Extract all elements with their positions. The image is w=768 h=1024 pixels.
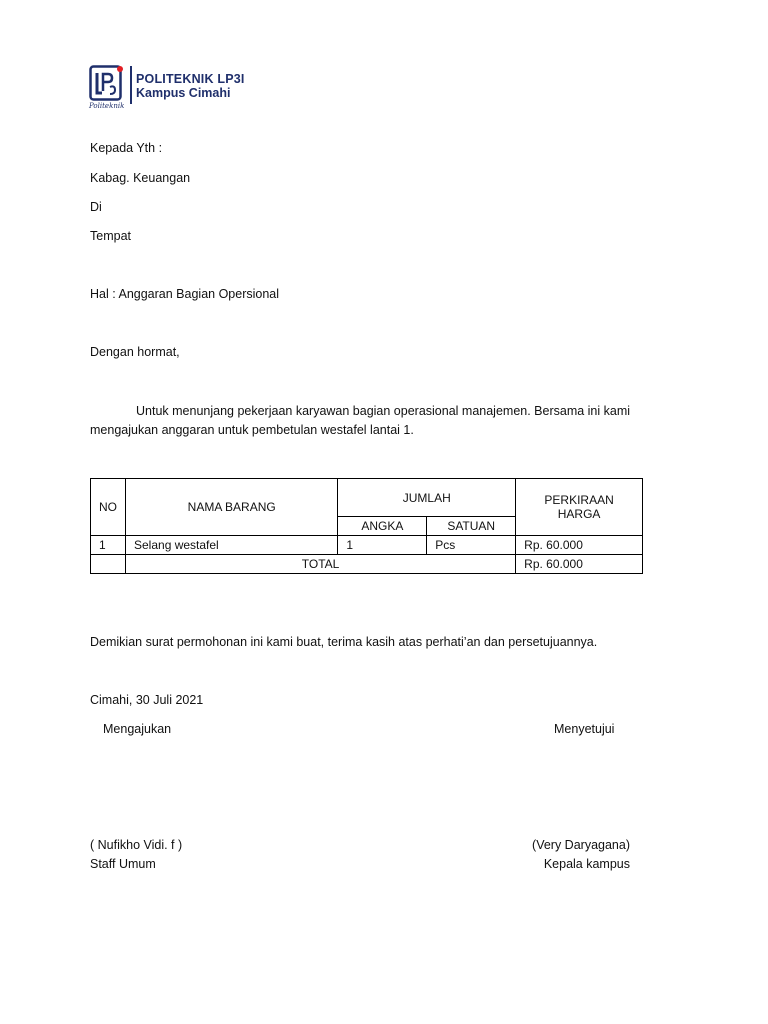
signature-left-title: Mengajukan bbox=[103, 722, 172, 736]
cell-quantity: 1 bbox=[338, 536, 427, 555]
cell-item-name: Selang westafel bbox=[126, 536, 338, 555]
body-line-2: mengajukan anggaran untuk pembetulan westafel lantai 1. bbox=[90, 423, 414, 437]
signature-right-title: Menyetujui bbox=[554, 722, 615, 736]
subject-line: Hal : Anggaran Bagian Opersional bbox=[90, 287, 280, 301]
header-estimated-price: PERKIRAAN HARGA bbox=[516, 479, 643, 536]
signature-right-name: (Very Daryagana) bbox=[532, 838, 630, 852]
cell-unit: Pcs bbox=[427, 536, 516, 555]
logo-institution-name: POLITEKNIK LP3I bbox=[136, 72, 245, 86]
lp3i-logo-icon bbox=[89, 65, 125, 101]
cell-total-empty bbox=[91, 555, 126, 574]
greeting: Dengan hormat, bbox=[90, 345, 180, 359]
logo-campus-name: Kampus Cimahi bbox=[136, 86, 231, 100]
cell-no: 1 bbox=[91, 536, 126, 555]
header-quantity-unit: SATUAN bbox=[427, 517, 516, 536]
signature-left-role: Staff Umum bbox=[90, 857, 156, 871]
letter-date: Cimahi, 30 Juli 2021 bbox=[90, 693, 204, 707]
closing-sentence: Demikian surat permohonan ini kami buat, terima kasih atas perhati’an dan persetujuannya. bbox=[90, 635, 598, 649]
signature-right-role: Kepala kampus bbox=[543, 857, 630, 871]
signature-left-name: ( Nufikho Vidi. f ) bbox=[90, 838, 183, 852]
body-line-1: Untuk menunjang pekerjaan karyawan bagian operasional manajemen. Bersama ini kami bbox=[136, 404, 631, 418]
logo-script-text: Politeknik bbox=[89, 102, 125, 110]
header-quantity-number: ANGKA bbox=[338, 517, 427, 536]
body-paragraph bbox=[90, 402, 650, 440]
table-total-row bbox=[91, 555, 643, 574]
header-no: NO bbox=[91, 479, 126, 536]
logo-divider bbox=[130, 66, 132, 104]
location-prefix: Di bbox=[90, 200, 102, 214]
cell-total-value: Rp. 60.000 bbox=[516, 555, 643, 574]
institution-logo bbox=[89, 62, 249, 114]
recipient-title: Kabag. Keuangan bbox=[90, 171, 191, 185]
location-place: Tempat bbox=[90, 229, 131, 243]
table-header-row bbox=[91, 479, 643, 517]
header-item-name: NAMA BARANG bbox=[126, 479, 338, 536]
cell-price: Rp. 60.000 bbox=[516, 536, 643, 555]
table-row bbox=[91, 536, 643, 555]
cell-total-label: TOTAL bbox=[126, 555, 516, 574]
budget-table bbox=[90, 478, 643, 574]
addressee-line: Kepada Yth : bbox=[90, 141, 163, 155]
header-quantity: JUMLAH bbox=[338, 479, 516, 517]
